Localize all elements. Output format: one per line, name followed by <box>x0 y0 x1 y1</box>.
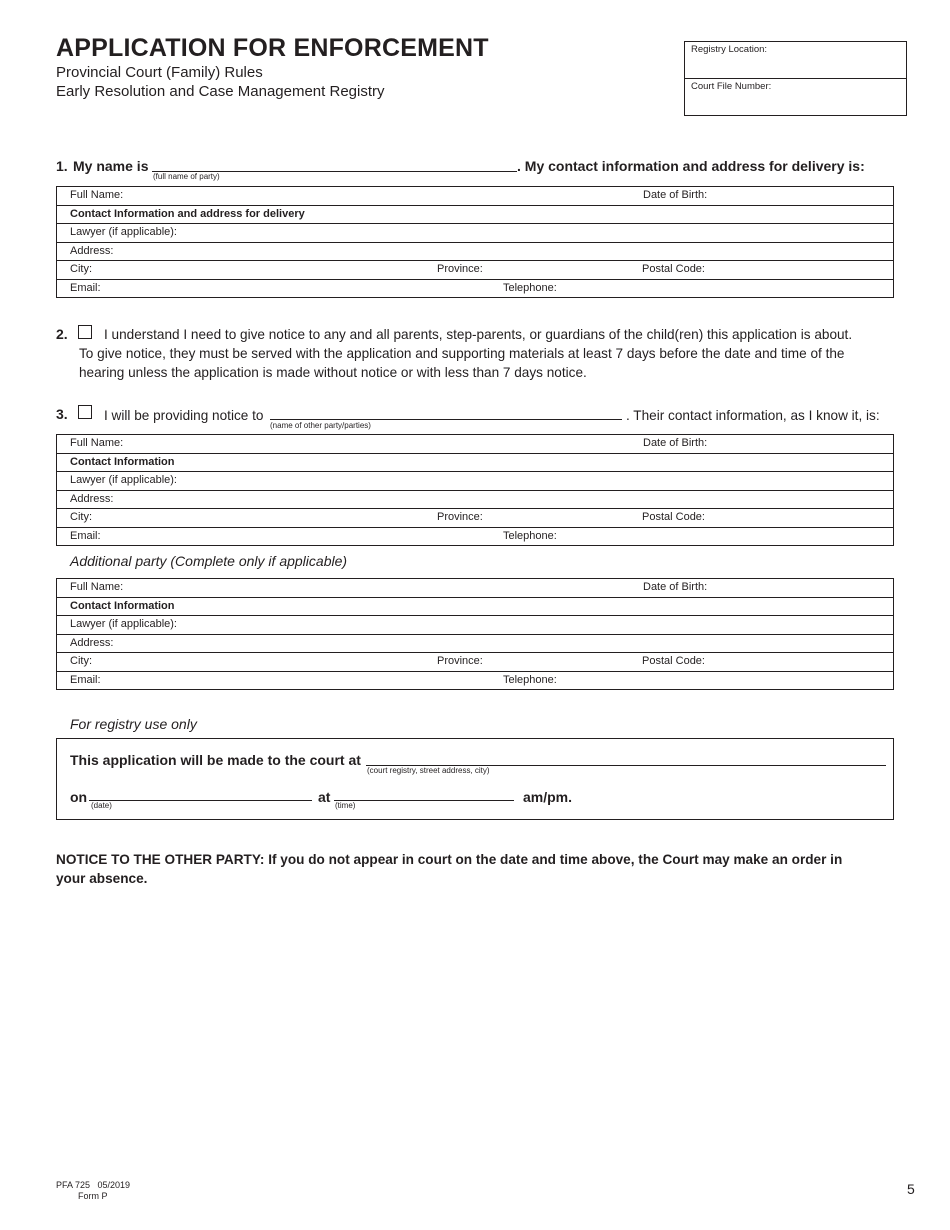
contact-heading: Contact Information <box>70 455 175 468</box>
date-hint: (date) <box>91 801 112 810</box>
section1-number: 1. <box>56 158 68 174</box>
section2-line3: hearing unless the application is made without notice or with less than 7 days notice. <box>79 365 587 380</box>
court-location-hint: (court registry, street address, city) <box>367 766 490 775</box>
dob-label: Date of Birth: <box>643 189 708 201</box>
form-letter: Form P <box>78 1191 108 1201</box>
section1-suffix: . My contact information and address for delivery is: <box>517 158 865 174</box>
section3-checkbox[interactable] <box>78 405 92 419</box>
section3-suffix: . Their contact information, as I know it, is: <box>626 408 880 423</box>
registry-location-field[interactable] <box>685 42 906 78</box>
postal-code-label: Postal Code: <box>642 511 705 523</box>
section2-line2: To give notice, they must be served with the application and supporting materials at least 7 days before the date and time of the <box>79 346 845 361</box>
address-label: Address: <box>70 244 114 257</box>
city-label: City: <box>70 263 92 275</box>
section1-name-hint: (full name of party) <box>153 172 220 181</box>
province-label: Province: <box>437 511 483 523</box>
city-label: City: <box>70 655 92 667</box>
section2-checkbox[interactable] <box>78 325 92 339</box>
section3-party-hint: (name of other party/parties) <box>270 421 371 430</box>
form-code: PFA 725 05/2019 <box>56 1180 131 1190</box>
full-name-label: Full Name: <box>70 437 124 449</box>
ampm-label: am/pm. <box>523 789 573 805</box>
dob-label: Date of Birth: <box>643 581 708 593</box>
hearing-date-input[interactable] <box>89 800 312 801</box>
form-subtitle-registry: Early Resolution and Case Management Registry <box>56 83 385 100</box>
notice-line2: your absence. <box>56 871 148 886</box>
section3-contact-table <box>56 434 894 546</box>
email-label: Email: <box>70 673 101 686</box>
section2-line1: I understand I need to give notice to any and all parents, step-parents, or guardians of the child(ren) this application is about. <box>104 327 853 342</box>
section2-number: 2. <box>56 326 68 342</box>
full-name-label: Full Name: <box>70 581 124 593</box>
city-label: City: <box>70 511 92 523</box>
province-label: Province: <box>437 263 483 275</box>
time-hint: (time) <box>335 801 356 810</box>
dob-label: Date of Birth: <box>643 437 708 449</box>
contact-heading: Contact Information and address for delivery <box>70 207 305 220</box>
hearing-time-input[interactable] <box>334 800 514 801</box>
email-label: Email: <box>70 281 101 294</box>
lawyer-label: Lawyer (if applicable): <box>70 226 177 238</box>
form-subtitle-rules: Provincial Court (Family) Rules <box>56 64 263 81</box>
section3-prefix: I will be providing notice to <box>104 408 264 423</box>
postal-code-label: Postal Code: <box>642 263 705 275</box>
section3-number: 3. <box>56 406 68 422</box>
at-label: at <box>318 789 331 805</box>
court-at-label: This application will be made to the court at <box>70 752 361 768</box>
email-label: Email: <box>70 529 101 542</box>
registry-use-label: For registry use only <box>70 716 197 732</box>
contact-heading: Contact Information <box>70 599 175 612</box>
section1-prefix: My name is <box>73 158 149 174</box>
postal-code-label: Postal Code: <box>642 655 705 667</box>
notice-line1: NOTICE TO THE OTHER PARTY: If you do not appear in court on the date and time above, the Court may make an order in <box>56 852 843 867</box>
province-label: Province: <box>437 655 483 667</box>
on-label: on <box>70 789 88 805</box>
telephone-label: Telephone: <box>503 673 557 686</box>
court-file-number-field[interactable] <box>685 78 906 114</box>
court-file-number-label: Court File Number: <box>691 81 772 92</box>
address-label: Address: <box>70 492 114 505</box>
section1-contact-table <box>56 186 894 298</box>
additional-party-label: Additional party (Complete only if applicable) <box>70 553 348 569</box>
full-name-label: Full Name: <box>70 189 124 201</box>
page-number: 5 <box>907 1181 915 1197</box>
address-label: Address: <box>70 636 114 649</box>
telephone-label: Telephone: <box>503 529 557 542</box>
registry-info-box <box>684 41 907 116</box>
telephone-label: Telephone: <box>503 281 557 294</box>
lawyer-label: Lawyer (if applicable): <box>70 474 177 486</box>
lawyer-label: Lawyer (if applicable): <box>70 618 177 630</box>
section3-party-input[interactable] <box>270 419 622 420</box>
additional-party-table <box>56 578 894 690</box>
registry-use-box <box>56 738 894 820</box>
registry-location-label: Registry Location: <box>691 44 768 55</box>
page-title: APPLICATION FOR ENFORCEMENT <box>56 34 489 62</box>
